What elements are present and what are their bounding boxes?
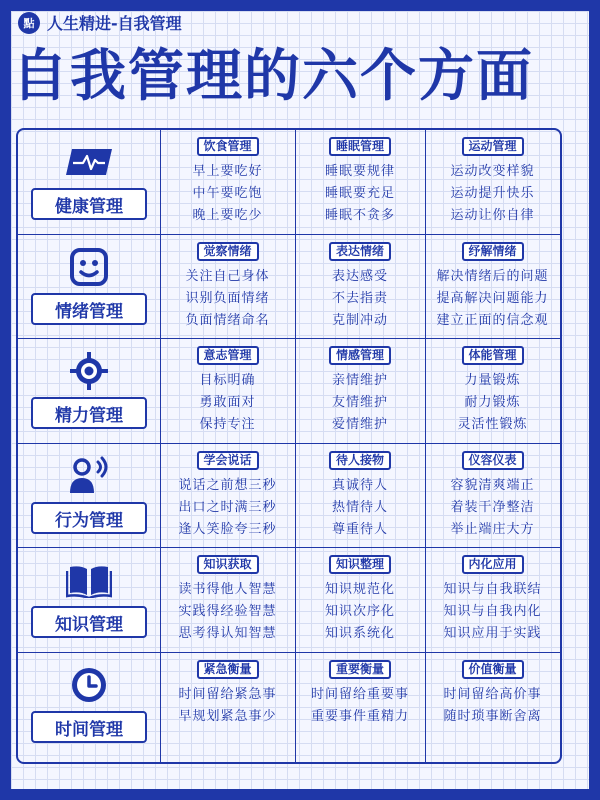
topic-cell (160, 235, 295, 339)
list-item: 运动让你自律 (450, 208, 535, 223)
brand-logo: 點 (18, 12, 40, 34)
list-item: 耐力锻炼 (464, 395, 521, 410)
list-item: 知识规范化 (324, 582, 395, 597)
topic-items (425, 161, 560, 227)
list-item: 运动改变样貌 (450, 164, 535, 179)
table-row (18, 234, 560, 339)
topic-items (160, 161, 295, 227)
topic-cell (295, 653, 425, 763)
list-item: 建立正面的信念观 (436, 313, 549, 328)
list-item: 着装干净整洁 (450, 500, 535, 515)
list-item: 目标明确 (199, 373, 256, 388)
heartbeat-monitor-icon (18, 140, 160, 184)
list-item: 尊重待人 (331, 522, 388, 537)
target-icon (18, 349, 160, 393)
smiley-face-icon (18, 245, 160, 289)
list-item: 早规划紧急事少 (178, 709, 277, 724)
page-title: 自我管理的六个方面 (12, 44, 534, 109)
topic-cell (425, 653, 560, 763)
topic-items (160, 370, 295, 436)
list-item: 重要事件重精力 (310, 709, 409, 724)
topic-cell (295, 548, 425, 653)
list-item: 知识与自我联结 (443, 582, 542, 597)
topic-cell (160, 653, 295, 763)
topic-tag: 待人接物 (329, 451, 391, 470)
category-cell (18, 130, 160, 234)
list-item: 力量锻炼 (464, 373, 521, 388)
topic-tag: 紧急衡量 (196, 660, 258, 679)
open-book-icon (18, 558, 160, 602)
topic-cell (425, 339, 560, 444)
topic-tag: 睡眠管理 (329, 137, 391, 156)
list-item: 表达感受 (331, 269, 388, 284)
table-row (18, 338, 560, 444)
topic-tag: 意志管理 (196, 346, 258, 365)
topic-tag: 重要衡量 (329, 660, 391, 679)
list-item: 实践得经验智慧 (178, 604, 277, 619)
list-item: 负面情绪命名 (185, 313, 270, 328)
list-item: 思考得认知智慧 (178, 626, 277, 641)
topic-items (425, 266, 560, 332)
category-label: 情绪管理 (31, 293, 147, 325)
topic-items (295, 161, 425, 227)
list-item: 早上要吃好 (192, 164, 263, 179)
list-item: 不去指责 (331, 291, 388, 306)
category-cell (18, 339, 160, 444)
list-item: 勇敢面对 (199, 395, 256, 410)
topic-cell (425, 235, 560, 339)
list-item: 亲情维护 (331, 373, 388, 388)
topic-items (160, 579, 295, 645)
list-item: 运动提升快乐 (450, 186, 535, 201)
list-item: 提高解决问题能力 (436, 291, 549, 306)
topic-items (425, 475, 560, 541)
list-item: 解决情绪后的问题 (436, 269, 549, 284)
list-item: 读书得他人智慧 (178, 582, 277, 597)
topic-tag: 知识获取 (196, 555, 258, 574)
list-item: 时间留给高价事 (443, 687, 542, 702)
list-item: 关注自己身体 (185, 269, 270, 284)
topic-items (160, 266, 295, 332)
category-label: 知识管理 (31, 606, 147, 638)
topic-tag: 体能管理 (461, 346, 523, 365)
category-cell (18, 548, 160, 653)
topic-items (295, 266, 425, 332)
list-item: 容貌清爽端正 (450, 478, 535, 493)
list-item: 晚上要吃少 (192, 208, 263, 223)
list-item: 中午要吃饱 (192, 186, 263, 201)
person-speaking-icon (18, 454, 160, 498)
topic-tag: 知识整理 (329, 555, 391, 574)
category-cell (18, 653, 160, 763)
topic-cell (160, 339, 295, 444)
category-cell (18, 444, 160, 548)
list-item: 爱情维护 (331, 417, 388, 432)
list-item: 逢人笑脸夸三秒 (178, 522, 277, 537)
table-row (18, 130, 560, 234)
list-item: 睡眠要充足 (324, 186, 395, 201)
topic-tag: 情感管理 (329, 346, 391, 365)
list-item: 时间留给紧急事 (178, 687, 277, 702)
topic-cell (160, 444, 295, 548)
topic-items (295, 579, 425, 645)
topic-tag: 觉察情绪 (196, 242, 258, 261)
topic-tag: 价值衡量 (461, 660, 523, 679)
table-row (18, 443, 560, 548)
list-item: 睡眠不贪多 (324, 208, 395, 223)
list-item: 睡眠要规律 (324, 164, 395, 179)
category-label: 精力管理 (31, 397, 147, 429)
list-item: 灵活性锻炼 (457, 417, 528, 432)
list-item: 克制冲动 (331, 313, 388, 328)
list-item: 友情维护 (331, 395, 388, 410)
list-item: 举止端庄大方 (450, 522, 535, 537)
topic-cell (295, 235, 425, 339)
topic-items (160, 684, 295, 728)
list-item: 保持专注 (199, 417, 256, 432)
table-row (18, 547, 560, 653)
category-label: 时间管理 (31, 711, 147, 743)
category-label: 健康管理 (31, 188, 147, 220)
table-row (18, 652, 560, 763)
list-item: 知识与自我内化 (443, 604, 542, 619)
list-item: 说话之前想三秒 (178, 478, 277, 493)
list-item: 知识次序化 (324, 604, 395, 619)
topic-items (295, 475, 425, 541)
topic-cell (295, 130, 425, 234)
list-item: 出口之时满三秒 (178, 500, 277, 515)
topic-tag: 表达情绪 (329, 242, 391, 261)
topic-tag: 内化应用 (461, 555, 523, 574)
topic-tag: 纾解情绪 (461, 242, 523, 261)
topic-items (425, 684, 560, 728)
topic-tag: 仪容仪表 (461, 451, 523, 470)
list-item: 真诚待人 (331, 478, 388, 493)
list-item: 热情待人 (331, 500, 388, 515)
topic-cell (425, 444, 560, 548)
list-item: 时间留给重要事 (310, 687, 409, 702)
topic-cell (295, 339, 425, 444)
list-item: 知识应用于实践 (443, 626, 542, 641)
topic-cell (425, 548, 560, 653)
list-item: 随时琐事断舍离 (443, 709, 542, 724)
brand-header (18, 11, 182, 34)
topic-cell (160, 130, 295, 234)
brand-name: 人生精进-自我管理 (47, 14, 182, 33)
topic-items (295, 684, 425, 728)
topic-items (425, 370, 560, 436)
topic-tag: 饮食管理 (196, 137, 258, 156)
topic-items (425, 579, 560, 645)
list-item: 识别负面情绪 (185, 291, 270, 306)
topic-tag: 运动管理 (461, 137, 523, 156)
clock-icon (18, 663, 160, 707)
topic-cell (160, 548, 295, 653)
topic-items (160, 475, 295, 541)
category-cell (18, 235, 160, 339)
topic-items (295, 370, 425, 436)
topic-tag: 学会说话 (196, 451, 258, 470)
topic-cell (425, 130, 560, 234)
category-label: 行为管理 (31, 502, 147, 534)
topic-cell (295, 444, 425, 548)
list-item: 知识系统化 (324, 626, 395, 641)
self-management-table (16, 128, 562, 764)
